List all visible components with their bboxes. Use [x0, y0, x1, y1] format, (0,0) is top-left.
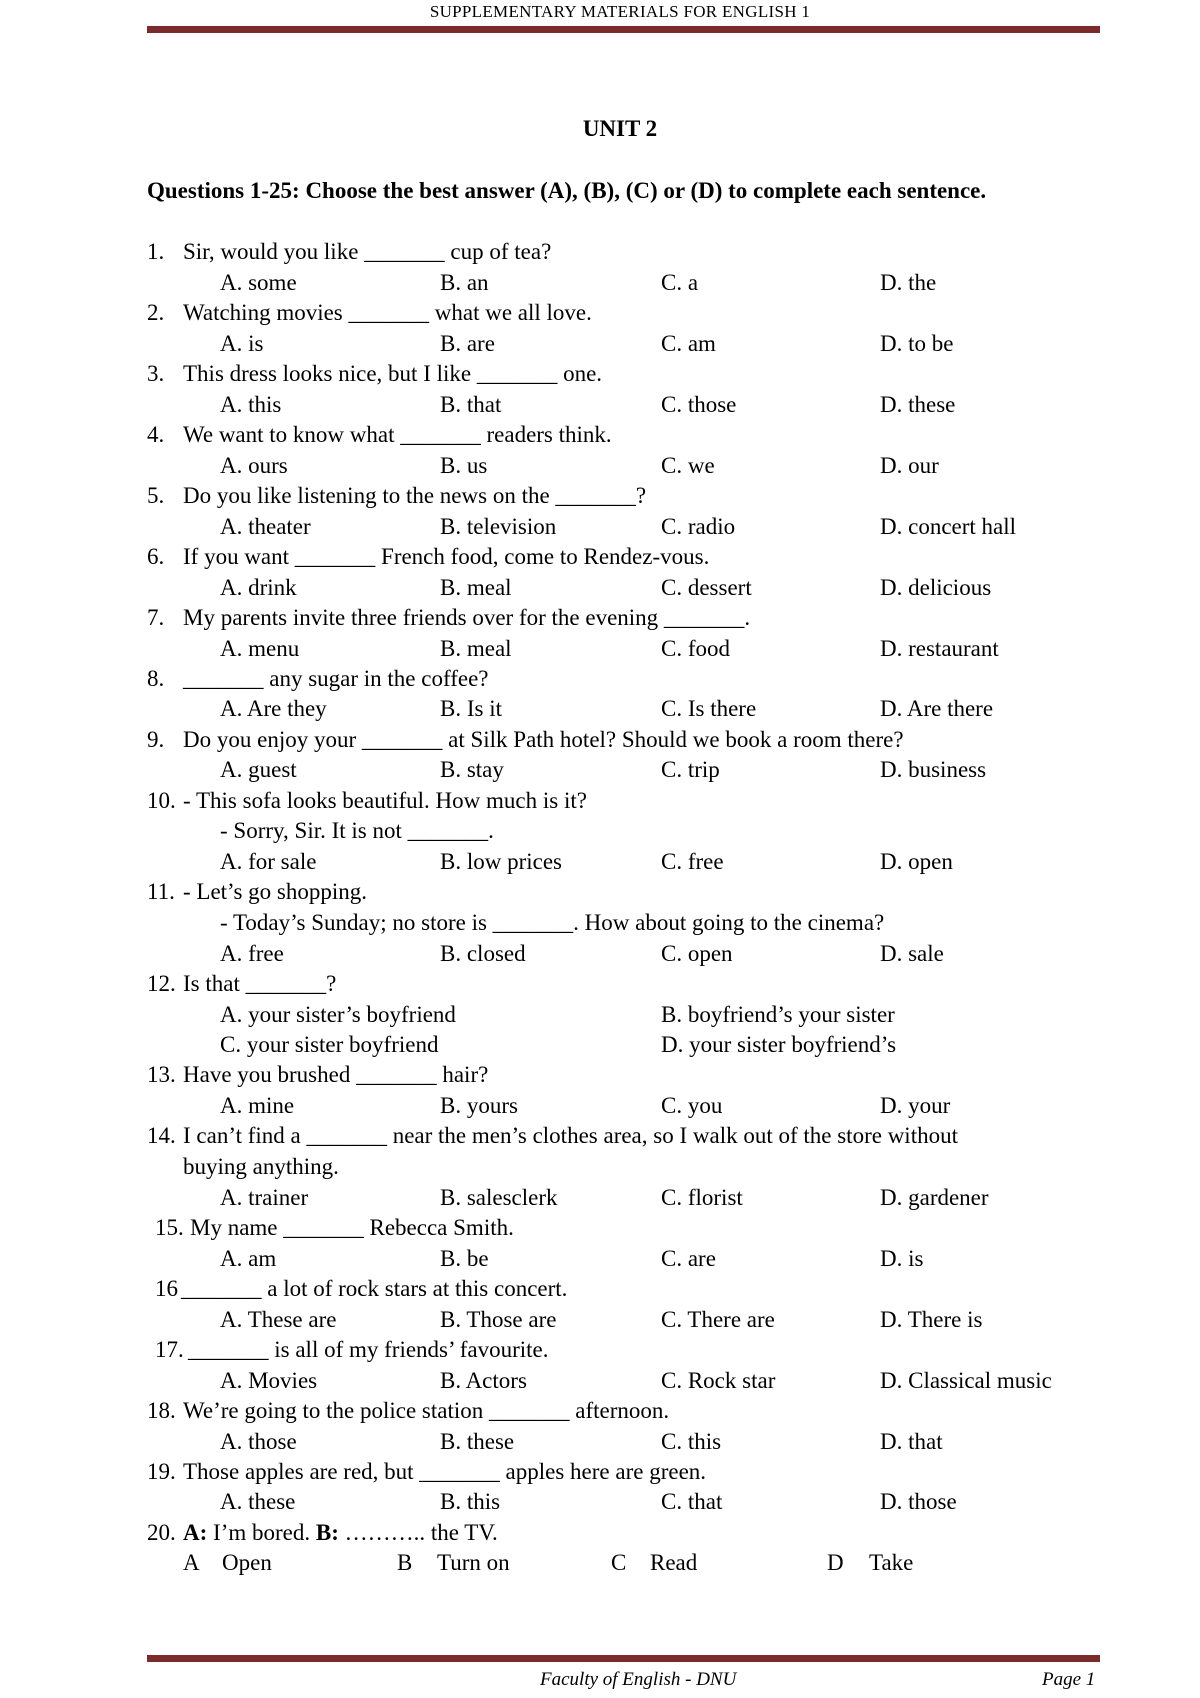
- options-row: [147, 573, 1107, 603]
- option-d[interactable]: D. There is: [880, 1306, 983, 1332]
- question-text: We’re going to the police station _______ afternoon.: [183, 1397, 670, 1423]
- option-a[interactable]: A. theater: [220, 513, 311, 539]
- option-b[interactable]: B. are: [440, 330, 495, 356]
- footer-faculty: Faculty of English - DNU: [540, 1669, 737, 1690]
- question-text: Those apples are red, but _______ apples here are green.: [183, 1458, 707, 1484]
- question-text: My parents invite three friends over for the evening _______.: [183, 604, 751, 630]
- question-line: [147, 1518, 1107, 1549]
- option-d[interactable]: D. to be: [880, 330, 954, 356]
- question-line-continued: [147, 1152, 1107, 1183]
- option-b[interactable]: B. boyfriend’s your sister: [661, 1001, 895, 1027]
- question-number: 13.: [147, 1062, 176, 1088]
- question-line: [147, 481, 1107, 512]
- option-a[interactable]: A. free: [220, 940, 284, 966]
- footer-page-number: Page 1: [1042, 1669, 1096, 1690]
- question-text: If you want _______ French food, come to Rendez-vous.: [183, 543, 710, 569]
- option-a[interactable]: A. some: [220, 269, 297, 295]
- question-text: _______ a lot of rock stars at this concert.: [181, 1275, 568, 1301]
- option-c[interactable]: C. we: [661, 452, 715, 478]
- question-line: [147, 1060, 1107, 1091]
- question-number: 6.: [147, 543, 165, 569]
- question-text: This dress looks nice, but I like _______ one.: [183, 360, 603, 386]
- option-c[interactable]: C. those: [661, 391, 737, 417]
- option-d[interactable]: D. business: [880, 757, 987, 783]
- option-a[interactable]: A. this: [220, 391, 282, 417]
- question-number: 19.: [147, 1458, 176, 1484]
- option-b[interactable]: B. closed: [440, 940, 526, 966]
- option-b[interactable]: Turn on: [437, 1550, 510, 1576]
- option-d[interactable]: D. open: [880, 849, 953, 875]
- question-text: Have you brushed _______ hair?: [183, 1062, 489, 1088]
- option-c[interactable]: C. your sister boyfriend: [220, 1032, 439, 1057]
- options-row: [147, 1244, 1107, 1274]
- question-number: 18.: [147, 1397, 176, 1423]
- option-c[interactable]: C. Rock star: [661, 1367, 776, 1393]
- question-text: Do you enjoy your _______ at Silk Path hotel? Should we book a room there?: [183, 726, 904, 752]
- question-line: [147, 237, 1107, 268]
- footer-divider: [147, 1655, 1100, 1662]
- option-b[interactable]: B. low prices: [440, 849, 563, 875]
- option-b[interactable]: B. salesclerk: [440, 1184, 558, 1210]
- question-text-continued: buying anything.: [183, 1153, 339, 1179]
- speaker-b-label: B:: [315, 1519, 339, 1545]
- question-text: _______ is all of my friends’ favourite.: [188, 1336, 549, 1362]
- options-row: [147, 390, 1107, 420]
- option-d[interactable]: D. gardener: [880, 1184, 989, 1210]
- option-c[interactable]: C. radio: [661, 513, 736, 539]
- option-d-letter[interactable]: D: [827, 1550, 844, 1576]
- question-list: [147, 237, 1107, 1579]
- option-d[interactable]: D. Are there: [880, 696, 994, 722]
- options-row: [147, 1548, 1107, 1578]
- options-row: [147, 755, 1107, 785]
- question-text: Is that _______?: [183, 971, 337, 997]
- option-c[interactable]: C. Is there: [661, 696, 757, 722]
- question-number: 10.: [147, 787, 176, 813]
- question-line: [147, 664, 1107, 695]
- question-number: 14.: [147, 1123, 176, 1149]
- option-c[interactable]: C. a: [661, 269, 699, 295]
- option-b[interactable]: B. Is it: [440, 696, 502, 722]
- speaker-a-text: I’m bored.: [213, 1519, 311, 1545]
- option-c-letter[interactable]: C: [611, 1550, 627, 1576]
- option-b[interactable]: B. yours: [440, 1092, 518, 1118]
- option-a[interactable]: A. drink: [220, 574, 297, 600]
- option-d[interactable]: D. is: [880, 1245, 924, 1271]
- option-a[interactable]: A. mine: [220, 1092, 295, 1118]
- question-line: [147, 877, 1107, 908]
- instructions: Questions 1-25: Choose the best answer (A), (B), (C) or (D) to complete each sentence.: [147, 178, 987, 203]
- question-text: Do you like listening to the news on the _______?: [183, 482, 647, 508]
- question-text: _______ any sugar in the coffee?: [183, 665, 489, 691]
- question-number: 7.: [147, 604, 165, 630]
- question-text-reply: - Sorry, Sir. It is not _______.: [220, 818, 494, 844]
- option-c[interactable]: C. trip: [661, 757, 720, 783]
- option-b[interactable]: B. Actors: [440, 1367, 527, 1393]
- option-d[interactable]: D. our: [880, 452, 939, 478]
- option-a[interactable]: A. menu: [220, 635, 300, 661]
- options-row: [147, 939, 1107, 969]
- question-text-dialogue: [183, 1518, 498, 1549]
- option-c[interactable]: C. free: [661, 849, 724, 875]
- options-row: [147, 268, 1107, 298]
- options-row: [147, 1000, 1107, 1030]
- option-b[interactable]: B. television: [440, 513, 557, 539]
- option-d[interactable]: D. delicious: [880, 574, 992, 600]
- option-d[interactable]: D. concert hall: [880, 513, 1017, 539]
- question-line: [147, 420, 1107, 451]
- option-a[interactable]: A. am: [220, 1245, 277, 1271]
- options-row: [147, 1487, 1107, 1517]
- option-d[interactable]: D. your sister boyfriend’s: [661, 1032, 897, 1057]
- question-number: 3.: [147, 360, 165, 386]
- option-a[interactable]: Open: [222, 1550, 272, 1576]
- question-text-reply: - Today’s Sunday; no store is _______. How about going to the cinema?: [220, 910, 885, 936]
- options-row: [147, 1091, 1107, 1121]
- speaker-a-label: A:: [183, 1519, 208, 1545]
- option-a[interactable]: A. trainer: [220, 1184, 309, 1210]
- option-d[interactable]: D. sale: [880, 940, 944, 966]
- question-number: 8.: [147, 665, 165, 691]
- question-line: [147, 969, 1107, 1000]
- options-row: [147, 634, 1107, 664]
- question-line: [147, 1121, 1107, 1152]
- options-row: [147, 451, 1107, 481]
- question-line: [147, 359, 1107, 390]
- question-number: 12.: [147, 971, 176, 997]
- speaker-b-text: ……….. the TV.: [344, 1519, 498, 1545]
- option-c[interactable]: C. florist: [661, 1184, 743, 1210]
- question-line: [147, 725, 1107, 756]
- option-d[interactable]: D. your: [880, 1092, 951, 1118]
- option-b[interactable]: B. that: [440, 391, 502, 417]
- option-a[interactable]: A. for sale: [220, 849, 317, 875]
- question-line: [147, 298, 1107, 329]
- option-c[interactable]: C. There are: [661, 1306, 775, 1332]
- question-line: [147, 542, 1107, 573]
- option-b-letter[interactable]: B: [397, 1550, 413, 1576]
- option-c[interactable]: C. this: [661, 1428, 722, 1454]
- options-row: [147, 329, 1107, 359]
- option-d[interactable]: Take: [869, 1550, 914, 1576]
- option-c[interactable]: C. dessert: [661, 574, 752, 600]
- option-b[interactable]: B. stay: [440, 757, 504, 783]
- options-row: [147, 1427, 1107, 1457]
- question-line: [147, 1396, 1107, 1427]
- option-a[interactable]: A. Movies: [220, 1367, 318, 1393]
- option-d[interactable]: D. these: [880, 391, 956, 417]
- options-row: [147, 1305, 1107, 1335]
- option-c[interactable]: C. am: [661, 330, 716, 356]
- option-c[interactable]: C. you: [661, 1092, 723, 1118]
- option-a-letter[interactable]: A: [183, 1550, 200, 1576]
- option-d[interactable]: D. restaurant: [880, 635, 999, 661]
- option-b[interactable]: B. an: [440, 269, 489, 295]
- question-number: 1.: [147, 239, 165, 264]
- option-c[interactable]: C. are: [661, 1245, 716, 1271]
- option-a[interactable]: A. is: [220, 330, 264, 356]
- option-c[interactable]: Read: [650, 1550, 698, 1576]
- unit-title: UNIT 2: [582, 116, 658, 141]
- option-b[interactable]: B. us: [440, 452, 488, 478]
- option-d[interactable]: D. those: [880, 1489, 957, 1515]
- option-b[interactable]: B. these: [440, 1428, 515, 1454]
- option-b[interactable]: B. meal: [440, 574, 512, 600]
- option-b[interactable]: B. meal: [440, 635, 512, 661]
- option-a[interactable]: A. Are they: [220, 696, 327, 722]
- question-text: - Let’s go shopping.: [183, 879, 367, 905]
- question-line: [147, 1457, 1107, 1488]
- option-c[interactable]: C. that: [661, 1489, 723, 1515]
- option-a[interactable]: A. your sister’s boyfriend: [220, 1001, 456, 1027]
- question-line-continued: [147, 908, 1107, 939]
- options-row: [147, 512, 1107, 542]
- question-number: 5.: [147, 482, 165, 508]
- options-row: [147, 694, 1107, 724]
- option-a[interactable]: A. ours: [220, 452, 288, 478]
- question-number: 17.: [155, 1336, 184, 1362]
- question-number: 2.: [147, 299, 165, 325]
- question-line: [147, 1213, 1107, 1244]
- question-text: - This sofa looks beautiful. How much is it?: [183, 787, 587, 813]
- question-line: [147, 603, 1107, 634]
- options-row: [147, 1183, 1107, 1213]
- question-number: 11.: [147, 879, 175, 905]
- question-number: 15.: [155, 1214, 184, 1240]
- option-d[interactable]: D. Classical music: [880, 1367, 1052, 1393]
- options-row: [147, 1030, 1107, 1060]
- options-row: [147, 1366, 1107, 1396]
- question-line: [147, 1274, 1107, 1305]
- header-divider: [147, 26, 1100, 33]
- question-text: Watching movies _______ what we all love.: [183, 299, 592, 325]
- question-text: Sir, would you like _______ cup of tea?: [183, 239, 552, 264]
- question-text: We want to know what _______ readers think.: [183, 421, 612, 447]
- option-a[interactable]: A. These are: [220, 1306, 337, 1332]
- question-number: 20.: [147, 1519, 176, 1545]
- option-b[interactable]: B. Those are: [440, 1306, 557, 1332]
- option-c[interactable]: C. food: [661, 635, 730, 661]
- question-line-continued: [147, 816, 1107, 847]
- option-d[interactable]: D. the: [880, 269, 937, 295]
- question-number: 4.: [147, 421, 165, 447]
- question-text: I can’t find a _______ near the men’s clothes area, so I walk out of the store without: [183, 1123, 958, 1149]
- question-line: [147, 1335, 1107, 1366]
- options-row: [147, 847, 1107, 877]
- option-a[interactable]: A. those: [220, 1428, 297, 1454]
- option-a[interactable]: A. guest: [220, 757, 297, 783]
- option-c[interactable]: C. open: [661, 940, 733, 966]
- option-a[interactable]: A. these: [220, 1489, 296, 1515]
- option-d[interactable]: D. that: [880, 1428, 943, 1454]
- option-b[interactable]: B. this: [440, 1489, 501, 1515]
- option-b[interactable]: B. be: [440, 1245, 489, 1271]
- page-header-title: SUPPLEMENTARY MATERIALS FOR ENGLISH 1: [429, 2, 811, 21]
- question-line: [147, 786, 1107, 817]
- question-number: 16: [155, 1275, 178, 1301]
- question-text: My name _______ Rebecca Smith.: [190, 1214, 514, 1240]
- question-number: 9.: [147, 726, 165, 752]
